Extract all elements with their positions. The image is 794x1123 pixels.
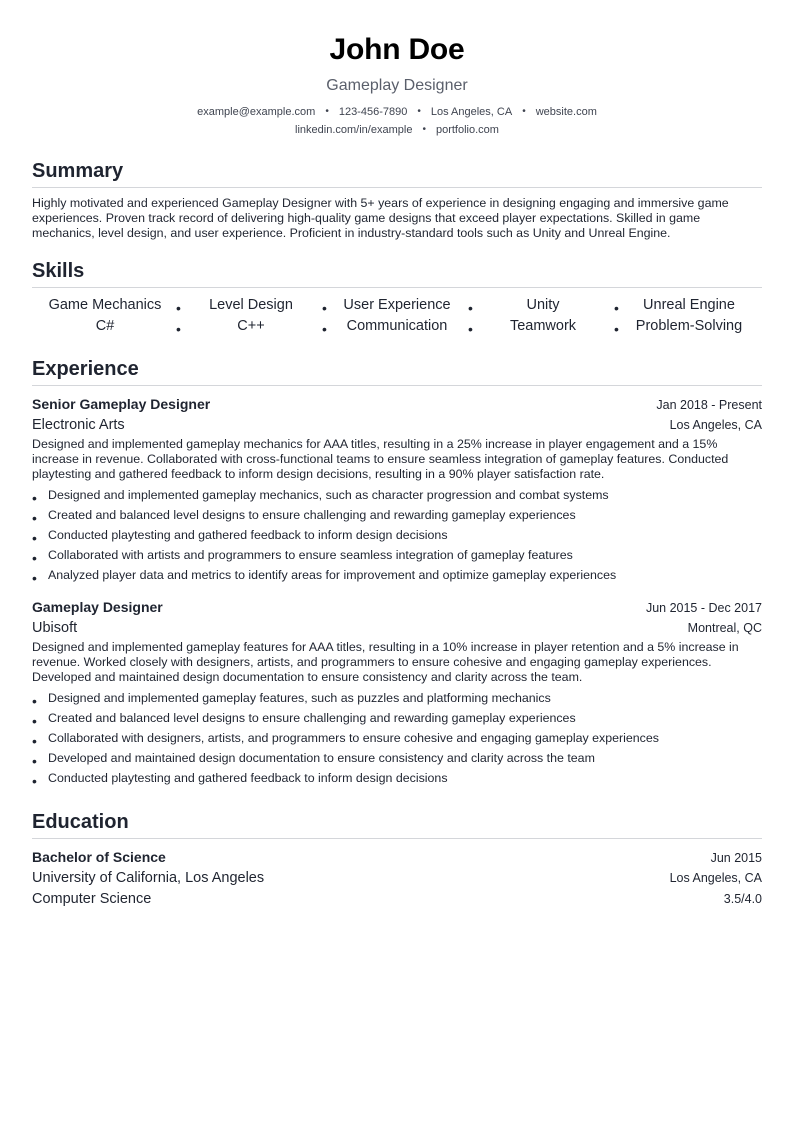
bullet-dot: •	[32, 733, 37, 749]
edu-location: Los Angeles, CA	[669, 871, 762, 885]
contact-phone[interactable]: 123-456-7890	[338, 106, 408, 118]
skill-item: Game Mechanics	[48, 297, 162, 313]
contact-separator: •	[522, 106, 526, 117]
edu-gpa: 3.5/4.0	[723, 892, 762, 906]
contact-separator: •	[325, 106, 329, 117]
bullet-dot: •	[32, 510, 37, 526]
contact-line-1	[32, 105, 762, 119]
skills-column	[324, 295, 470, 337]
bullet-text: Designed and implemented gameplay features, such as puzzles and platforming mechanics	[48, 691, 551, 705]
contact-line-2	[32, 123, 762, 137]
bullet-text: Created and balanced level designs to ensure challenging and rewarding gameplay experiences	[48, 508, 576, 522]
section-divider	[32, 187, 762, 188]
bullet-dot: •	[322, 321, 327, 337]
bullet-text: Collaborated with artists and programmers to ensure seamless integration of gameplay features	[48, 548, 573, 562]
summary-heading: Summary	[32, 160, 124, 182]
bullet-text: Analyzed player data and metrics to identify areas for improvement and optimize gameplay experiences	[48, 568, 617, 582]
bullet-dot: •	[614, 300, 619, 316]
experience-heading: Experience	[32, 358, 139, 380]
bullet-text: Conducted playtesting and gathered feedback to inform design decisions	[48, 771, 448, 785]
bullet-text: Conducted playtesting and gathered feedback to inform design decisions	[48, 528, 448, 542]
edu-date: Jun 2015	[710, 851, 762, 865]
bullet-dot: •	[32, 693, 37, 709]
candidate-name: John Doe	[329, 33, 465, 66]
section-divider	[32, 287, 762, 288]
bullet-text: Designed and implemented gameplay mechanics, such as character progression and combat systems	[48, 488, 609, 502]
job-company-row	[32, 618, 762, 639]
skill-item: Unreal Engine	[643, 297, 735, 313]
list-item	[32, 768, 762, 788]
job-bullets	[32, 485, 762, 585]
education-heading: Education	[32, 811, 129, 833]
contact-portfolio[interactable]: portfolio.com	[435, 124, 499, 136]
job-company-row	[32, 415, 762, 436]
bullet-text: Created and balanced level designs to ensure challenging and rewarding gameplay experiences	[48, 711, 576, 725]
bullet-dot: •	[32, 753, 37, 769]
contact-separator: •	[422, 124, 426, 135]
skills-heading: Skills	[32, 260, 85, 282]
bullet-dot: •	[468, 300, 473, 316]
skills-column	[616, 295, 762, 337]
skill-item: Level Design	[209, 297, 293, 313]
list-item	[32, 708, 762, 728]
list-item	[32, 748, 762, 768]
job-title: Senior Gameplay Designer	[32, 396, 211, 412]
contact-location: Los Angeles, CA	[430, 106, 513, 118]
skill-item: User Experience	[343, 297, 451, 313]
job-location: Los Angeles, CA	[669, 418, 762, 432]
skill-item: Unity	[526, 297, 560, 313]
edu-field-row	[32, 889, 762, 910]
bullet-dot: •	[176, 300, 181, 316]
bullet-dot: •	[32, 713, 37, 729]
education-entry	[32, 847, 762, 910]
contact-email[interactable]: example@example.com	[197, 106, 316, 118]
bullet-dot: •	[176, 321, 181, 337]
job-dates: Jun 2015 - Dec 2017	[645, 601, 762, 615]
job-location: Montreal, QC	[687, 621, 762, 635]
list-item	[32, 565, 762, 585]
job-bullets	[32, 688, 762, 788]
contact-website[interactable]: website.com	[535, 106, 597, 118]
skill-item: C++	[237, 318, 265, 334]
job-header-row	[32, 394, 762, 415]
contact-separator: •	[417, 106, 421, 117]
skills-column	[470, 295, 616, 337]
bullet-dot: •	[32, 530, 37, 546]
skill-item: Teamwork	[509, 318, 577, 334]
experience-entry	[32, 597, 762, 788]
edu-header-row	[32, 847, 762, 868]
edu-school: University of California, Los Angeles	[32, 870, 265, 886]
job-company: Electronic Arts	[32, 417, 125, 433]
list-item	[32, 545, 762, 565]
list-item	[32, 688, 762, 708]
skills-column	[32, 295, 178, 337]
skills-column	[178, 295, 324, 337]
job-header-row	[32, 597, 762, 618]
section-divider	[32, 385, 762, 386]
list-item	[32, 728, 762, 748]
list-item	[32, 525, 762, 545]
skill-item: C#	[95, 318, 115, 334]
skill-item: Communication	[346, 318, 448, 334]
bullet-dot: •	[322, 300, 327, 316]
candidate-title: Gameplay Designer	[326, 77, 468, 94]
experience-entry	[32, 394, 762, 585]
list-item	[32, 485, 762, 505]
job-title: Gameplay Designer	[32, 599, 163, 615]
job-company: Ubisoft	[32, 620, 78, 636]
bullet-dot: •	[32, 570, 37, 586]
bullet-dot: •	[32, 550, 37, 566]
bullet-text: Developed and maintained design documentation to ensure consistency and clarity across the team	[48, 751, 595, 765]
edu-school-row	[32, 868, 762, 889]
bullet-dot: •	[32, 490, 37, 506]
list-item	[32, 505, 762, 525]
skill-item: Problem-Solving	[635, 318, 743, 334]
job-dates: Jan 2018 - Present	[656, 398, 762, 412]
job-description: Designed and implemented gameplay mechanics for AAA titles, resulting in a 25% increase in player engagement and a 15% increase in revenue. Collaborated with cross-functional teams to ensure seamless integration of gameplay features. Conducted playtesting and gathered feedback to inform design decisions, resulting in a 90% player satisfaction rate.	[32, 437, 729, 481]
skills-grid	[32, 295, 762, 337]
bullet-dot: •	[468, 321, 473, 337]
edu-degree: Bachelor of Science	[32, 849, 166, 865]
contact-linkedin[interactable]: linkedin.com/in/example	[295, 124, 413, 136]
bullet-text: Collaborated with designers, artists, and programmers to ensure cohesive and engaging gameplay experiences	[48, 731, 659, 745]
edu-field: Computer Science	[32, 891, 152, 907]
summary-text: Highly motivated and experienced Gameplay Designer with 5+ years of experience in designing engaging and immersive game experiences. Proven track record of delivering high-quality game designs that exceed player expectations. Skilled in game mechanics, level design, and user experience. Proficient in industry-standard tools such as Unity and Unreal Engine.	[32, 196, 729, 240]
bullet-dot: •	[32, 773, 37, 789]
bullet-dot: •	[614, 321, 619, 337]
job-description: Designed and implemented gameplay features for AAA titles, resulting in a 10% increase in player retention and a 5% increase in revenue. Worked closely with designers, artists, and programmers to ensure cohesive and engaging gameplay experiences. Developed and maintained design documentation to ensure consistency and clarity across the team.	[32, 640, 739, 684]
section-divider	[32, 838, 762, 839]
